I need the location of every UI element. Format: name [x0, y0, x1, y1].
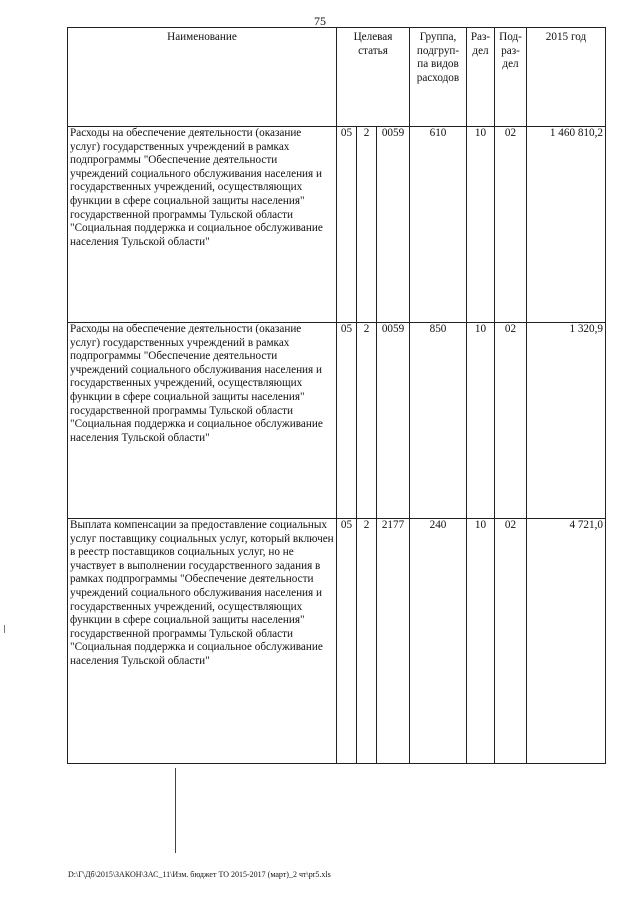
row-name: Расходы на обеспечение деятельности (оказание услуг) государственных учреждений в рамках подпрограммы "Обеспечение деятельности учреждений социального обслуживания населения и государственных учреждений, осуществляющих функции в сфере социальной защиты населения" государственной программы Тульской области "Социальная поддержка и социальное обслуживание населения Тульской области" [68, 127, 337, 323]
row-code-direction: 2177 [377, 519, 410, 764]
row-code-direction: 0059 [377, 323, 410, 519]
row-code-subprogram: 2 [357, 323, 377, 519]
table-header-row [68, 28, 606, 127]
header-section: Раз-дел [467, 28, 495, 127]
row-amount: 4 721,0 [527, 519, 606, 764]
table-row [68, 127, 606, 323]
row-code-program: 05 [337, 519, 357, 764]
row-name: Расходы на обеспечение деятельности (оказание услуг) государственных учреждений в рамках подпрограммы "Обеспечение деятельности учреждений социального обслуживания населения и государственных учреждений, осуществляющих функции в сфере социальной защиты населения" государственной программы Тульской области "Социальная поддержка и социальное обслуживание населения Тульской области" [68, 323, 337, 519]
row-amount: 1 320,9 [527, 323, 606, 519]
scan-edge-mark [4, 625, 5, 633]
row-section: 10 [467, 519, 495, 764]
row-section: 10 [467, 127, 495, 323]
page-number: 75 [314, 14, 326, 28]
row-code-direction: 0059 [377, 127, 410, 323]
footer-file-path: D:\Г\Дб\2015\ЗАКОН\ЗАС_11\Изм. бюджет ТО 2015-2017 (март)_2 чт\pr5.xls [68, 870, 331, 879]
header-subsection: Под-раз-дел [495, 28, 527, 127]
table-row [68, 323, 606, 519]
row-code-program: 05 [337, 127, 357, 323]
row-subsection: 02 [495, 127, 527, 323]
table-row [68, 519, 606, 764]
row-subsection: 02 [495, 323, 527, 519]
row-section: 10 [467, 323, 495, 519]
header-year: 2015 год [527, 28, 606, 127]
row-name: Выплата компенсации за предоставление социальных услуг поставщику социальных услуг, который включен в реестр поставщиков социальных услуг, но не участвует в выполнении государственного задания в рамках подпрограммы "Обеспечение деятельности учреждений социального обслуживания населения и государственных учреждений, осуществляющих функции в сфере социальной защиты населения" государственной программы Тульской области "Социальная поддержка и социальное обслуживание населения Тульской области" [68, 519, 337, 764]
row-group: 240 [410, 519, 467, 764]
row-code-subprogram: 2 [357, 127, 377, 323]
row-code-program: 05 [337, 323, 357, 519]
binding-line [175, 768, 176, 853]
row-amount: 1 460 810,2 [527, 127, 606, 323]
row-group: 850 [410, 323, 467, 519]
row-subsection: 02 [495, 519, 527, 764]
row-group: 610 [410, 127, 467, 323]
header-group: Группа, подгруп-па видов расходов [410, 28, 467, 127]
budget-table [67, 27, 606, 764]
row-code-subprogram: 2 [357, 519, 377, 764]
header-target-article: Целевая статья [337, 28, 410, 127]
header-name: Наименование [68, 28, 337, 127]
